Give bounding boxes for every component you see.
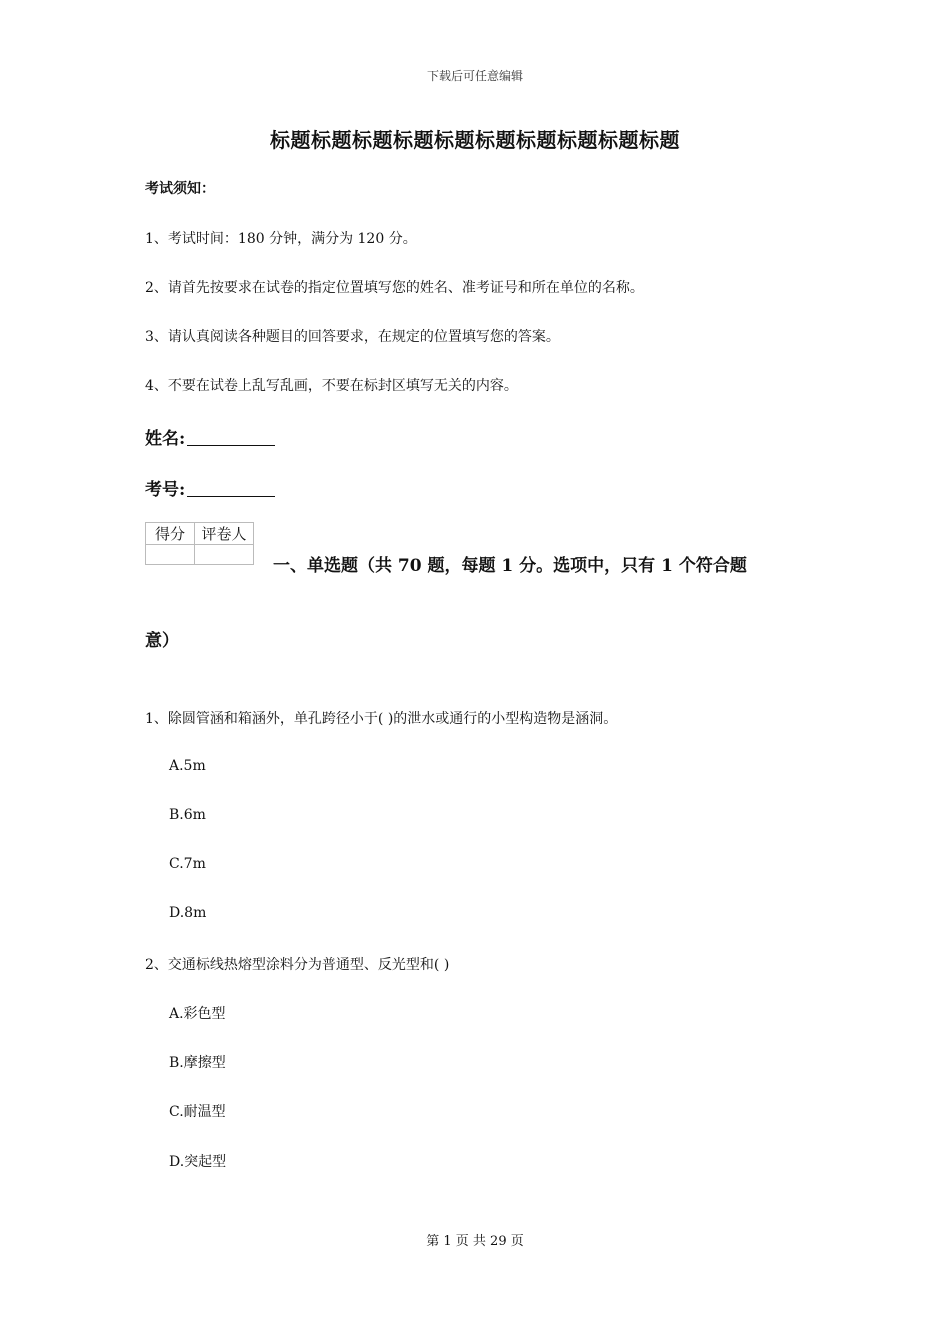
option-d: D.突起型	[169, 1154, 227, 1170]
option-a: A.5m	[169, 758, 206, 774]
header-note: 下载后可任意编辑	[426, 69, 523, 83]
score-box	[145, 522, 254, 565]
score-label: 得分	[146, 523, 195, 545]
id-label: 考号:	[145, 480, 186, 500]
section-title: 一、单选题（共 70 题，每题 1 分。选项中，只有 1 个符合题	[273, 556, 747, 576]
id-blank-line[interactable]	[187, 480, 275, 497]
option-c: C.7m	[169, 856, 206, 872]
grader-label: 评卷人	[195, 523, 254, 545]
section-title-continued: 意）	[145, 631, 179, 651]
option-d: D.8m	[169, 905, 207, 921]
notice-rule: 1、考试时间：180 分钟，满分为 120 分。	[145, 231, 417, 247]
score-cell[interactable]	[146, 545, 195, 565]
id-field	[145, 475, 275, 500]
option-b: B.摩擦型	[169, 1055, 226, 1071]
grader-cell[interactable]	[195, 545, 254, 565]
notice-rule: 3、请认真阅读各种题目的回答要求，在规定的位置填写您的答案。	[145, 329, 560, 345]
document-title: 标题标题标题标题标题标题标题标题标题标题	[270, 128, 680, 152]
notice-heading: 考试须知：	[145, 181, 215, 197]
option-c: C.耐温型	[169, 1104, 226, 1120]
page-footer: 第 1 页 共 29 页	[426, 1234, 524, 1249]
notice-rule: 4、不要在试卷上乱写乱画，不要在标封区填写无关的内容。	[145, 378, 518, 394]
question-text: 2、交通标线热熔型涂料分为普通型、反光型和( )	[145, 957, 450, 973]
notice-rule: 2、请首先按要求在试卷的指定位置填写您的姓名、准考证号和所在单位的名称。	[145, 280, 644, 296]
name-field	[145, 424, 275, 449]
name-label: 姓名:	[145, 429, 186, 449]
name-blank-line[interactable]	[187, 429, 275, 446]
option-a: A.彩色型	[169, 1006, 226, 1022]
option-b: B.6m	[169, 807, 206, 823]
question-text: 1、除圆管涵和箱涵外，单孔跨径小于( )的泄水或通行的小型构造物是涵洞。	[145, 711, 618, 727]
